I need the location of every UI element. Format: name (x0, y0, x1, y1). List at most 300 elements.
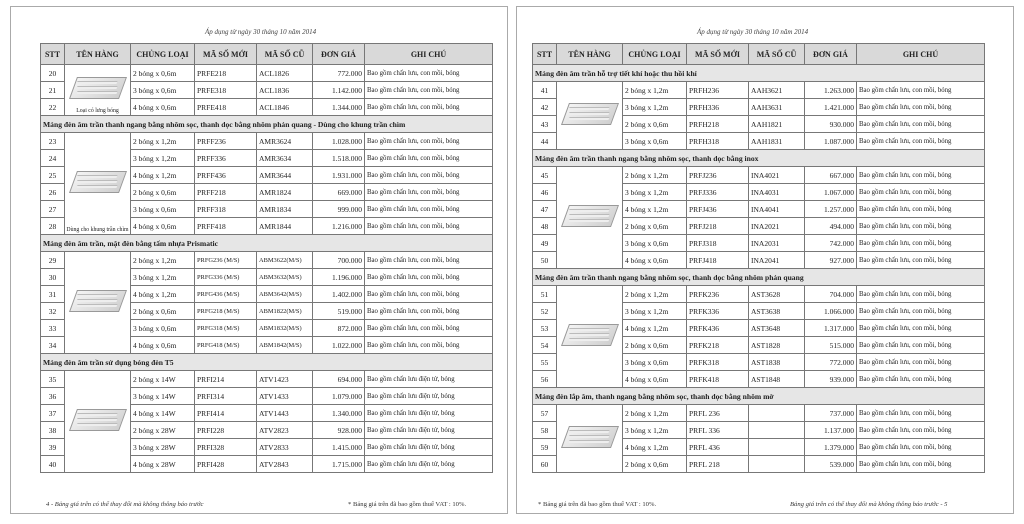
luminaire-tube (76, 91, 117, 94)
old-code-cell: ABM1832(M/S) (257, 320, 313, 337)
note-cell: Bao gồm chấn lưu, con mồi, bóng (857, 82, 985, 99)
stt-cell: 44 (533, 133, 557, 150)
note-cell: Bao gồm chấn lưu, con mồi, bóng (857, 422, 985, 439)
section-row (533, 150, 985, 167)
new-code-cell: PRFK236 (687, 286, 749, 303)
new-code-cell: PRFI228 (195, 422, 257, 439)
old-code-cell: AMR1834 (257, 201, 313, 218)
note-cell: Bao gồm chấn lưu, con mồi, bóng (857, 286, 985, 303)
price-cell: 667.000 (805, 167, 857, 184)
old-code-cell: ABM3642(M/S) (257, 286, 313, 303)
type-cell: 4 bóng x 1,2m (131, 167, 195, 184)
luminaire-tube (76, 180, 117, 183)
note-cell: Bao gồm chấn lưu, con mồi, bóng (365, 65, 493, 82)
luminaire-tube (76, 81, 117, 84)
old-code-cell: INA2031 (749, 235, 805, 252)
new-code-cell: PRFJ336 (687, 184, 749, 201)
type-cell: 2 bóng x 0,6m (131, 303, 195, 320)
section-row (41, 354, 493, 371)
type-cell: 2 bóng x 0,6m (623, 337, 687, 354)
old-code-cell: AST3648 (749, 320, 805, 337)
table-row (533, 167, 985, 184)
new-code-cell: PRFK336 (687, 303, 749, 320)
price-cell: 1.317.000 (805, 320, 857, 337)
old-code-cell: ABM3632(M/S) (257, 269, 313, 286)
new-code-cell: PRFH336 (687, 99, 749, 116)
stt-cell: 30 (41, 269, 65, 286)
price-cell: 700.000 (313, 252, 365, 269)
stt-cell: 45 (533, 167, 557, 184)
type-cell: 4 bóng x 0,6m (623, 252, 687, 269)
new-code-cell: PRFI428 (195, 456, 257, 473)
header-cell: GHI CHÚ (365, 44, 493, 65)
luminaire-tube (76, 304, 117, 307)
old-code-cell: AST3638 (749, 303, 805, 320)
new-code-cell: PRFJ318 (687, 235, 749, 252)
section-title: Máng đèn lắp âm, thanh ngang bằng nhôm sọc, thanh dọc bằng nhôm mờ (533, 388, 985, 405)
product-image-cell (65, 65, 131, 116)
stt-cell: 47 (533, 201, 557, 218)
header-cell: STT (533, 44, 557, 65)
stt-cell: 27 (41, 201, 65, 218)
product-image-cell (65, 133, 131, 235)
price-cell: 1.421.000 (805, 99, 857, 116)
note-cell: Bao gồm chấn lưu, con mồi, bóng (857, 303, 985, 320)
stt-cell: 26 (41, 184, 65, 201)
type-cell: 3 bóng x 1,2m (623, 184, 687, 201)
new-code-cell: PRFG218 (M/S) (195, 303, 257, 320)
stt-cell: 22 (41, 99, 65, 116)
type-cell: 2 bóng x 1,2m (623, 405, 687, 422)
luminaire-tube (76, 423, 117, 426)
new-code-cell: PRFF436 (195, 167, 257, 184)
stt-cell: 57 (533, 405, 557, 422)
type-cell: 3 bóng x 1,2m (131, 150, 195, 167)
stt-cell: 39 (41, 439, 65, 456)
left-table-header (41, 44, 493, 65)
stt-cell: 56 (533, 371, 557, 388)
old-code-cell (749, 456, 805, 473)
stt-cell: 42 (533, 99, 557, 116)
price-cell: 1.344.000 (313, 99, 365, 116)
table-row (41, 133, 493, 150)
type-cell: 2 bóng x 14W (131, 371, 195, 388)
old-code-cell: AST1838 (749, 354, 805, 371)
stt-cell: 37 (41, 405, 65, 422)
old-code-cell: AAH3631 (749, 99, 805, 116)
luminaire-tube (76, 86, 117, 89)
old-code-cell: INA4041 (749, 201, 805, 218)
stt-cell: 21 (41, 82, 65, 99)
new-code-cell: PRFH218 (687, 116, 749, 133)
price-cell: 1.402.000 (313, 286, 365, 303)
price-cell: 939.000 (805, 371, 857, 388)
note-cell: Bao gồm chấn lưu, con mồi, bóng (365, 320, 493, 337)
section-row (41, 116, 493, 133)
type-cell: 3 bóng x 1,2m (623, 422, 687, 439)
price-cell: 1.257.000 (805, 201, 857, 218)
old-code-cell: ATV1433 (257, 388, 313, 405)
table-row (533, 286, 985, 303)
type-cell: 2 bóng x 1,2m (131, 133, 195, 150)
section-row (533, 65, 985, 82)
old-code-cell: AST1828 (749, 337, 805, 354)
new-code-cell: PRFG436 (M/S) (195, 286, 257, 303)
type-cell: 2 bóng x 1,2m (623, 82, 687, 99)
type-cell: 2 bóng x 0,6m (623, 218, 687, 235)
luminaire-image (561, 420, 619, 456)
section-title: Máng đèn âm trần thanh ngang bằng nhôm sọc, thanh dọc bằng inox (533, 150, 985, 167)
product-image-cell (557, 405, 623, 473)
product-image-cell (557, 167, 623, 269)
price-cell: 772.000 (313, 65, 365, 82)
stt-cell: 58 (533, 422, 557, 439)
note-cell: Bao gồm chấn lưu, con mồi, bóng (857, 218, 985, 235)
note-cell: Bao gồm chấn lưu, con mồi, bóng (365, 184, 493, 201)
right-effective-date: Áp dụng từ ngày 30 tháng 10 năm 2014 (697, 28, 809, 36)
product-image-cell (65, 371, 131, 473)
type-cell: 2 bóng x 28W (131, 422, 195, 439)
type-cell: 4 bóng x 0,6m (131, 218, 195, 235)
price-cell: 1.079.000 (313, 388, 365, 405)
header-cell: TÊN HÀNG (557, 44, 623, 65)
new-code-cell: PRFE218 (195, 65, 257, 82)
new-code-cell: PRFI328 (195, 439, 257, 456)
header-cell: TÊN HÀNG (65, 44, 131, 65)
luminaire-image (69, 403, 127, 439)
price-cell: 930.000 (805, 116, 857, 133)
header-cell: MÃ SỐ MỚI (687, 44, 749, 65)
section-row (533, 269, 985, 286)
new-code-cell: PRFG236 (M/S) (195, 252, 257, 269)
new-code-cell: PRFL 436 (687, 439, 749, 456)
stt-cell: 59 (533, 439, 557, 456)
product-image-cell (557, 286, 623, 388)
type-cell: 2 bóng x 0,6m (623, 456, 687, 473)
new-code-cell: PRFJ436 (687, 201, 749, 218)
price-cell: 704.000 (805, 286, 857, 303)
luminaire-tube (568, 209, 609, 212)
table-row (41, 371, 493, 388)
old-code-cell: INA2021 (749, 218, 805, 235)
note-cell: Bao gồm chấn lưu, con mồi, bóng (365, 201, 493, 218)
old-code-cell: ABM1822(M/S) (257, 303, 313, 320)
new-code-cell: PRFI314 (195, 388, 257, 405)
section-title: Máng đèn âm trần thanh ngang bằng nhôm sọc, thanh dọc bằng nhôm phản quang (533, 269, 985, 286)
old-code-cell: AMR1844 (257, 218, 313, 235)
price-cell: 1.137.000 (805, 422, 857, 439)
new-code-cell: PRFL 218 (687, 456, 749, 473)
old-code-cell: ATV2833 (257, 439, 313, 456)
stt-cell: 54 (533, 337, 557, 354)
new-code-cell: PRFF418 (195, 218, 257, 235)
new-code-cell: PRFJ236 (687, 167, 749, 184)
note-cell: Bao gồm chấn lưu, con mồi, bóng (857, 184, 985, 201)
note-cell: Bao gồm chấn lưu điện tử, bóng (365, 405, 493, 422)
price-cell: 1.379.000 (805, 439, 857, 456)
right-table-header (533, 44, 985, 65)
old-code-cell (749, 439, 805, 456)
old-code-cell: AAH1821 (749, 116, 805, 133)
type-cell: 3 bóng x 1,2m (623, 303, 687, 320)
note-cell: Bao gồm chấn lưu điện tử, bóng (365, 371, 493, 388)
right-price-table (532, 43, 985, 473)
old-code-cell: AMR3634 (257, 150, 313, 167)
new-code-cell: PRFL 236 (687, 405, 749, 422)
price-cell: 1.340.000 (313, 405, 365, 422)
old-code-cell: AST1848 (749, 371, 805, 388)
table-row (41, 252, 493, 269)
price-cell: 927.000 (805, 252, 857, 269)
price-cell: 494.000 (805, 218, 857, 235)
price-cell: 694.000 (313, 371, 365, 388)
new-code-cell: PRFE418 (195, 99, 257, 116)
price-cell: 669.000 (313, 184, 365, 201)
old-code-cell: AAH1831 (749, 133, 805, 150)
stt-cell: 48 (533, 218, 557, 235)
type-cell: 3 bóng x 28W (131, 439, 195, 456)
new-code-cell: PRFK218 (687, 337, 749, 354)
luminaire-tube (568, 219, 609, 222)
stt-cell: 20 (41, 65, 65, 82)
new-code-cell: PRFG336 (M/S) (195, 269, 257, 286)
note-cell: Bao gồm chấn lưu, con mồi, bóng (857, 354, 985, 371)
header-cell: ĐƠN GIÁ (805, 44, 857, 65)
stt-cell: 55 (533, 354, 557, 371)
note-cell: Bao gồm chấn lưu, con mồi, bóng (365, 150, 493, 167)
price-cell: 1.415.000 (313, 439, 365, 456)
luminaire-tube (568, 107, 609, 110)
old-code-cell: ATV1443 (257, 405, 313, 422)
price-cell: 1.216.000 (313, 218, 365, 235)
stt-cell: 25 (41, 167, 65, 184)
header-cell: STT (41, 44, 65, 65)
note-cell: Bao gồm chấn lưu điện tử, bóng (365, 456, 493, 473)
note-cell: Bao gồm chấn lưu, con mồi, bóng (365, 167, 493, 184)
section-title: Máng đèn âm trần, mặt đèn bằng tấm nhựa Prismatic (41, 235, 493, 252)
note-cell: Bao gồm chấn lưu, con mồi, bóng (857, 133, 985, 150)
new-code-cell: PRFG318 (M/S) (195, 320, 257, 337)
new-code-cell: PRFK318 (687, 354, 749, 371)
note-cell: Bao gồm chấn lưu, con mồi, bóng (857, 320, 985, 337)
price-cell: 1.715.000 (313, 456, 365, 473)
type-cell: 3 bóng x 0,6m (623, 235, 687, 252)
new-code-cell: PRFF218 (195, 184, 257, 201)
stt-cell: 50 (533, 252, 557, 269)
old-code-cell: ACL1846 (257, 99, 313, 116)
header-cell: ĐƠN GIÁ (313, 44, 365, 65)
note-cell: Bao gồm chấn lưu, con mồi, bóng (365, 303, 493, 320)
type-cell: 4 bóng x 0,6m (131, 99, 195, 116)
note-cell: Bao gồm chấn lưu, con mồi, bóng (857, 252, 985, 269)
header-cell: MÃ SỐ CŨ (257, 44, 313, 65)
stt-cell: 29 (41, 252, 65, 269)
stt-cell: 38 (41, 422, 65, 439)
stt-cell: 28 (41, 218, 65, 235)
luminaire-tube (568, 328, 609, 331)
section-title: Máng đèn âm trần thanh ngang bằng nhôm sọc, thanh dọc bằng nhôm phản quang - Dùng cho khung trần chìm (41, 116, 493, 133)
note-cell: Bao gồm chấn lưu, con mồi, bóng (365, 218, 493, 235)
old-code-cell: ATV2823 (257, 422, 313, 439)
old-code-cell: ATV2843 (257, 456, 313, 473)
stt-cell: 31 (41, 286, 65, 303)
old-code-cell: AMR3624 (257, 133, 313, 150)
luminaire-tube (568, 338, 609, 341)
new-code-cell: PRFI414 (195, 405, 257, 422)
price-cell: 872.000 (313, 320, 365, 337)
stt-cell: 52 (533, 303, 557, 320)
right-footer-vat: * Bảng giá trên đã bao gồm thuế VAT : 10%. (538, 501, 657, 508)
type-cell: 3 bóng x 0,6m (131, 201, 195, 218)
note-cell: Bao gồm chấn lưu, con mồi, bóng (365, 337, 493, 354)
luminaire-tube (568, 430, 609, 433)
table-row (533, 405, 985, 422)
note-cell: Bao gồm chấn lưu, con mồi, bóng (857, 235, 985, 252)
price-cell: 1.142.000 (313, 82, 365, 99)
stt-cell: 43 (533, 116, 557, 133)
price-cell: 1.196.000 (313, 269, 365, 286)
luminaire-tube (76, 185, 117, 188)
luminaire-tube (76, 175, 117, 178)
new-code-cell: PRFJ418 (687, 252, 749, 269)
price-cell: 1.067.000 (805, 184, 857, 201)
type-cell: 3 bóng x 0,6m (623, 133, 687, 150)
type-cell: 2 bóng x 0,6m (623, 116, 687, 133)
type-cell: 2 bóng x 1,2m (623, 286, 687, 303)
luminaire-image (69, 165, 127, 201)
type-cell: 2 bóng x 0,6m (131, 184, 195, 201)
luminaire-image (561, 318, 619, 354)
old-code-cell: AMR3644 (257, 167, 313, 184)
stt-cell: 32 (41, 303, 65, 320)
luminaire-tube (76, 294, 117, 297)
old-code-cell: INA4021 (749, 167, 805, 184)
note-cell: Bao gồm chấn lưu điện tử, bóng (365, 422, 493, 439)
note-cell: Bao gồm chấn lưu, con mồi, bóng (857, 456, 985, 473)
type-cell: 3 bóng x 0,6m (131, 82, 195, 99)
luminaire-image (69, 284, 127, 320)
header-cell: MÃ SỐ MỚI (195, 44, 257, 65)
old-code-cell: ATV1423 (257, 371, 313, 388)
new-code-cell: PRFE318 (195, 82, 257, 99)
luminaire-tube (568, 117, 609, 120)
type-cell: 3 bóng x 1,2m (623, 99, 687, 116)
note-cell: Bao gồm chấn lưu, con mồi, bóng (365, 133, 493, 150)
luminaire-tube (568, 440, 609, 443)
table-row (533, 82, 985, 99)
price-cell: 1.066.000 (805, 303, 857, 320)
stt-cell: 46 (533, 184, 557, 201)
luminaire-tube (568, 333, 609, 336)
left-footer-vat: * Bảng giá trên đã bao gồm thuế VAT : 10%. (348, 501, 467, 508)
header-cell: CHỦNG LOẠI (131, 44, 195, 65)
new-code-cell: PRFH318 (687, 133, 749, 150)
new-code-cell: PRFF336 (195, 150, 257, 167)
stt-cell: 35 (41, 371, 65, 388)
type-cell: 4 bóng x 14W (131, 405, 195, 422)
product-image-cell (557, 82, 623, 150)
luminaire-tube (76, 413, 117, 416)
new-code-cell: PRFK436 (687, 320, 749, 337)
section-row (41, 235, 493, 252)
price-cell: 737.000 (805, 405, 857, 422)
type-cell: 4 bóng x 0,6m (131, 337, 195, 354)
old-code-cell: ACL1836 (257, 82, 313, 99)
section-row (533, 388, 985, 405)
old-code-cell: AMR1824 (257, 184, 313, 201)
stt-cell: 49 (533, 235, 557, 252)
old-code-cell (749, 422, 805, 439)
type-cell: 3 bóng x 0,6m (623, 354, 687, 371)
note-cell: Bao gồm chấn lưu, con mồi, bóng (365, 269, 493, 286)
stt-cell: 24 (41, 150, 65, 167)
stt-cell: 33 (41, 320, 65, 337)
stt-cell: 23 (41, 133, 65, 150)
old-code-cell: ACL1826 (257, 65, 313, 82)
old-code-cell: AAH3621 (749, 82, 805, 99)
note-cell: Bao gồm chấn lưu, con mồi, bóng (365, 286, 493, 303)
type-cell: 4 bóng x 28W (131, 456, 195, 473)
new-code-cell: PRFH236 (687, 82, 749, 99)
price-cell: 999.000 (313, 201, 365, 218)
type-cell: 3 bóng x 0,6m (131, 320, 195, 337)
table-row (41, 65, 493, 82)
old-code-cell: INA4031 (749, 184, 805, 201)
old-code-cell: INA2041 (749, 252, 805, 269)
stt-cell: 60 (533, 456, 557, 473)
stt-cell: 51 (533, 286, 557, 303)
right-footer-note: Bảng giá trên có thể thay đổi mà không thông báo trước - 5 (790, 501, 948, 508)
type-cell: 4 bóng x 0,6m (623, 371, 687, 388)
price-cell: 742.000 (805, 235, 857, 252)
luminaire-tube (76, 418, 117, 421)
price-cell: 1.028.000 (313, 133, 365, 150)
note-cell: Bao gồm chấn lưu, con mồi, bóng (857, 405, 985, 422)
type-cell: 4 bóng x 1,2m (623, 201, 687, 218)
note-cell: Bao gồm chấn lưu, con mồi, bóng (365, 82, 493, 99)
new-code-cell: PRFJ218 (687, 218, 749, 235)
header-cell: MÃ SỐ CŨ (749, 44, 805, 65)
price-cell: 772.000 (805, 354, 857, 371)
price-cell: 1.931.000 (313, 167, 365, 184)
note-cell: Bao gồm chấn lưu, con mồi, bóng (857, 116, 985, 133)
note-cell: Bao gồm chấn lưu, con mồi, bóng (857, 99, 985, 116)
type-cell: 4 bóng x 1,2m (623, 439, 687, 456)
type-cell: 2 bóng x 1,2m (131, 252, 195, 269)
price-cell: 1.022.000 (313, 337, 365, 354)
price-cell: 1.087.000 (805, 133, 857, 150)
old-code-cell: ABM1842(M/S) (257, 337, 313, 354)
luminaire-tube (568, 214, 609, 217)
price-cell: 515.000 (805, 337, 857, 354)
old-code-cell (749, 405, 805, 422)
product-image-cell (65, 252, 131, 354)
new-code-cell: PRFI214 (195, 371, 257, 388)
left-effective-date: Áp dụng từ ngày 30 tháng 10 năm 2014 (205, 28, 317, 36)
note-cell: Bao gồm chấn lưu điện tử, bóng (365, 388, 493, 405)
price-cell: 519.000 (313, 303, 365, 320)
left-price-table (40, 43, 493, 473)
new-code-cell: PRFF236 (195, 133, 257, 150)
type-cell: 4 bóng x 1,2m (623, 320, 687, 337)
price-cell: 928.000 (313, 422, 365, 439)
image-caption: Loại có lưng bóng (76, 108, 119, 114)
luminaire-tube (76, 299, 117, 302)
new-code-cell: PRFG418 (M/S) (195, 337, 257, 354)
type-cell: 3 bóng x 1,2m (131, 269, 195, 286)
old-code-cell: ABM3622(M/S) (257, 252, 313, 269)
note-cell: Bao gồm chấn lưu, con mồi, bóng (857, 371, 985, 388)
